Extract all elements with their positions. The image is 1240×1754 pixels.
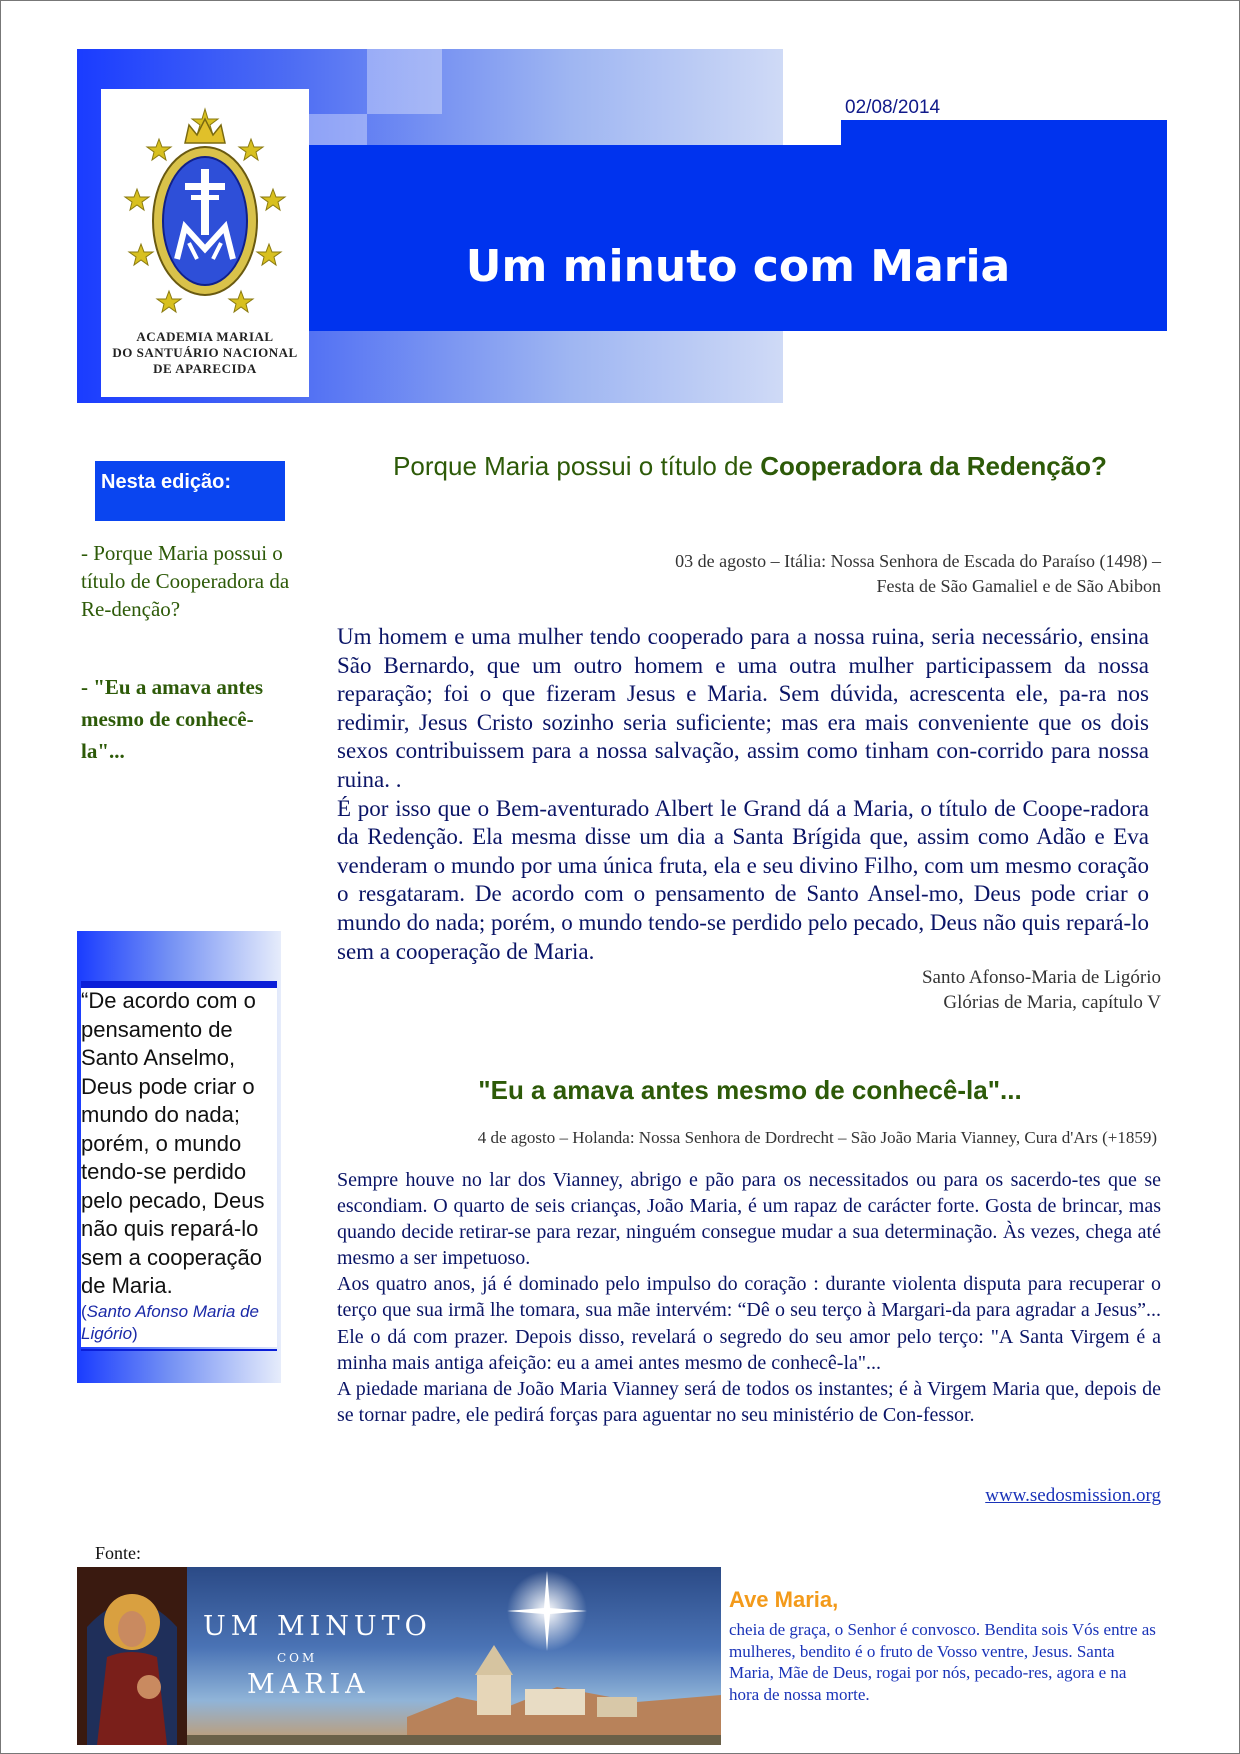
- academy-name-line: DO SANTUÁRIO NACIONAL: [112, 345, 298, 360]
- article-2-body: [337, 1167, 1161, 1428]
- article-2-dateline: 4 de agosto – Holanda: Nossa Senhora de Dordrecht – São João Maria Vianney, Cura d'Ars (+1859): [477, 1128, 1157, 1147]
- article-1-signature: [701, 965, 1161, 1015]
- banner-title-line: COM: [277, 1651, 318, 1665]
- academy-name: [101, 329, 309, 377]
- article-1-dateline: [501, 549, 1161, 599]
- article-2-title: "Eu a amava antes mesmo de conhecê-la"...: [478, 1075, 1022, 1105]
- decorative-square: [367, 49, 442, 114]
- in-this-issue-label: Nesta edição:: [95, 461, 285, 521]
- newsletter-title: Um minuto com Maria: [465, 241, 1011, 292]
- issue-date: 02/08/2014: [845, 97, 941, 118]
- toc-item-2[interactable]: - "Eu a amava antes mesmo de conhecê-la"...: [81, 675, 263, 763]
- article-2-paragraph: A piedade mariana de João Maria Vianney será de todos os instantes; é à Virgem Maria que, depois de se tornar padre, ele pedirá forças para aguentar no seu ministério de Con-fessor.: [337, 1377, 1161, 1426]
- header-title-band: [309, 145, 1167, 331]
- article-1-title: [335, 451, 1165, 482]
- academy-name-line: DE APARECIDA: [153, 361, 257, 376]
- marian-emblem-icon: [119, 99, 291, 323]
- article-1-signature-author: Santo Afonso-Maria de Ligório: [921, 967, 1161, 988]
- banner-title-line: MARIA: [247, 1669, 370, 1700]
- article-2-paragraph: Aos quatro anos, já é dominado pelo impulso do coração : durante violenta disputa para recuperar o terço que sua irmã lhe tomara, sua mãe intervém: “Dê o seu terço à Margari-da para agradar a Jesus”... Ele o dá com prazer. Depois disso, revelará o segredo do seu amor pelo terço: "A Santa Virgem é a minha mais antiga afeição: eu a amei antes mesmo de conhecê-la"...: [337, 1273, 1161, 1374]
- footer-banner-image: [77, 1567, 721, 1745]
- article-1-dateline-line: Festa de São Gamaliel e de São Abibon: [876, 576, 1161, 596]
- academy-logo: [101, 89, 309, 397]
- article-1-title-bold: Cooperadora da Redenção?: [760, 451, 1107, 481]
- pull-quote-paren: ): [132, 1324, 138, 1343]
- source-label: Fonte:: [95, 1543, 142, 1563]
- article-1-paragraph: Um homem e uma mulher tendo cooperado para a nossa ruina, seria necessário, ensina São Bernardo, que um outro homem e uma outra mulher participassem da nossa reparação; foi o que fizeram Jesus e Maria. Sem dúvida, acrescenta ele, pa-ra nos redimir, Jesus Cristo sozinho seria suficiente; mas era mais conveniente que os dois sexos contribuissem para a nossa salvação, assim como tinham con-corrido para nossa ruina. .: [337, 624, 1149, 792]
- academy-name-line: ACADEMIA MARIAL: [136, 329, 274, 344]
- pull-quote-paren: (: [81, 1302, 87, 1321]
- article-1-body: [337, 623, 1149, 966]
- article-1-dateline-line: 03 de agosto – Itália: Nossa Senhora de Escada do Paraíso (1498) –: [675, 551, 1161, 571]
- pull-quote-attribution: [81, 1301, 281, 1345]
- source-link[interactable]: www.sedosmission.org: [985, 1485, 1161, 1506]
- header-band-top: [841, 120, 1167, 146]
- pull-quote-text: “De acordo com o pensamento de Santo Anselmo, Deus pode criar o mundo do nada; porém, o mundo tendo-se perdido pelo pecado, Deus não quis repará-lo sem a cooperação de Maria.: [81, 988, 265, 1298]
- prayer-title: Ave Maria,: [729, 1587, 839, 1612]
- prayer-text: cheia de graça, o Senhor é convosco. Bendita sois Vós entre as mulheres, bendito é o fruto de Vosso ventre, Jesus. Santa Maria, Mãe de Deus, rogai por nós, pecado-res, agora e na hora de nossa morte.: [729, 1620, 1156, 1704]
- banner-title-line: UM MINUTO: [203, 1611, 432, 1642]
- article-1-title-plain: Porque Maria possui o título de: [393, 451, 761, 481]
- pull-quote-bottom-rule: [81, 1349, 277, 1351]
- banner-landscape-image: [77, 1567, 721, 1745]
- pull-quote-author: Santo Afonso Maria de Ligório: [81, 1302, 259, 1343]
- article-1-signature-source: Glórias de Maria, capítulo V: [943, 992, 1161, 1013]
- toc-item-1[interactable]: - Porque Maria possui o título de Cooperadora da Re-denção?: [81, 541, 290, 621]
- article-2-paragraph: Sempre houve no lar dos Vianney, abrigo e pão para os necessitados ou para os sacerdo-tes que se escondiam. O quarto de seis crianças, João Maria, é um rapaz de carácter forte. Gosta de brincar, mas quando decide retirar-se para rezar, ninguém consegue mudar a sua determinação. Às vezes, chega até mesmo a ser impetuoso.: [337, 1169, 1161, 1270]
- article-1-paragraph: É por isso que o Bem-aventurado Albert le Grand dá a Maria, o título de Coope-radora da Redenção. Ela mesma disse um dia a Santa Brígida que, assim como Adão e Eva venderam o mundo por uma única fruta, ela e seu divino Filho, com um mesmo coração o resgataram. De acordo com o pensamento de Santo Ansel-mo, Deus pode criar o mundo do nada; porém, o mundo tendo-se perdido pelo pecado, Deus não quis repará-lo sem a cooperação de Maria.: [337, 795, 1149, 964]
